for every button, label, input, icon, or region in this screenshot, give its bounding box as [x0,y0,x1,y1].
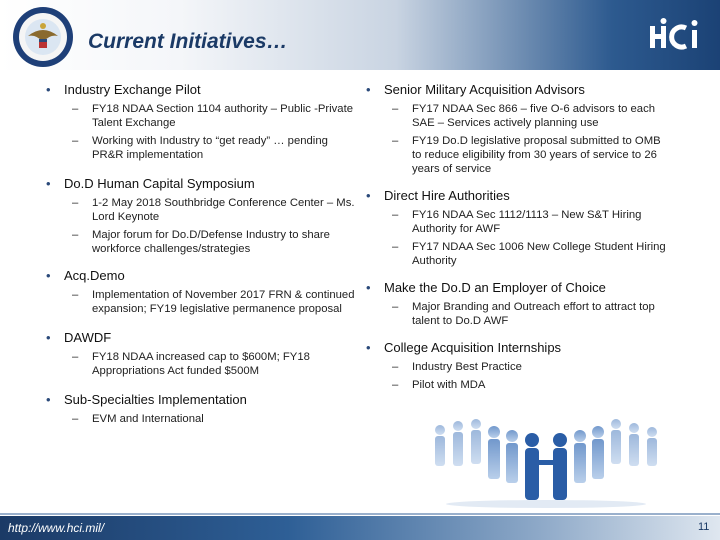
sub-bullet: – Pilot with MDA [392,379,486,391]
bullet-label: Sub-Specialties Implementation [64,392,247,407]
footer-url-link[interactable]: http://www.hci.mil/ [8,521,105,535]
dash-icon: – [392,361,399,373]
bullet-employer-of-choice [366,280,666,328]
sub-bullet: – Major forum for Do.D/Defense Industry to share workforce challenges/strategies [72,229,330,255]
dash-icon: – [72,351,79,363]
dash-icon: – [392,379,399,391]
bullet-label: College Acquisition Internships [384,340,562,355]
dash-icon: – [392,241,399,253]
dod-seal-icon [12,6,74,68]
bullet-label: Acq.Demo [64,268,125,283]
bullet-dot-icon: • [366,340,371,355]
dash-icon: – [72,197,79,209]
bullet-dot-icon: • [46,176,51,191]
bullet-senior-military-advisors [366,82,666,176]
dash-icon: – [72,413,79,425]
sub-bullet: – Implementation of November 2017 FRN & continued expansion; FY19 legislative permanence proposal [72,289,355,315]
bullet-label: Direct Hire Authorities [384,188,510,203]
dash-icon: – [392,301,399,313]
bullet-dot-icon: • [366,82,371,97]
bullet-dot-icon: • [366,188,371,203]
bullet-college-internships [366,340,666,392]
sub-bullet: – 1-2 May 2018 Southbridge Conference Center – Ms. Lord Keynote [72,197,355,223]
bullet-label: Do.D Human Capital Symposium [64,176,255,191]
sub-bullet: – FY18 NDAA Section 1104 authority – Public -Private Talent Exchange [72,103,354,129]
sub-bullet: – FY16 NDAA Sec 1112/1113 – New S&T Hiring Authority for AWF [392,209,642,235]
bullet-dot-icon: • [46,392,51,407]
sub-bullet: – FY18 NDAA increased cap to $600M; FY18 Appropriations Act funded $500M [72,351,310,377]
sub-bullet: – FY17 NDAA Sec 866 – five O-6 advisors to each SAE – Services actively planning use [392,103,656,129]
bullet-industry-exchange [46,82,356,162]
hci-logo-icon [648,16,702,50]
sub-bullet: – Industry Best Practice [392,361,522,373]
sub-bullet: – Working with Industry to “get ready” … pending PR&R implementation [72,135,328,161]
dash-icon: – [72,135,79,147]
page-number: 11 [698,521,710,533]
left-column [46,80,356,430]
bullet-dot-icon: • [46,268,51,283]
bullet-dawdf [46,330,356,378]
bullet-label: Industry Exchange Pilot [64,82,201,97]
bullet-label: Senior Military Acquisition Advisors [384,82,585,97]
bullet-label: DAWDF [64,330,112,345]
right-column [366,80,666,396]
bullet-dot-icon: • [366,280,371,295]
footer-bar [0,516,720,540]
dash-icon: – [72,229,79,241]
bullet-dot-icon: • [46,82,51,97]
bullet-acqdemo [46,268,356,316]
bullet-label: Make the Do.D an Employer of Choice [384,280,606,295]
dash-icon: – [392,209,399,221]
people-handshake-illustration-icon [428,410,664,510]
sub-bullet: – Major Branding and Outreach effort to attract top talent to Do.D AWF [392,301,655,327]
bullet-sub-specialties [46,392,356,426]
footer-divider [0,513,720,515]
bullet-direct-hire [366,188,666,268]
page-title: Current Initiatives… [88,30,288,53]
sub-bullet: – FY19 Do.D legislative proposal submitted to OMB to reduce eligibility from 30 years of service to 26 years of service [392,135,661,175]
bullet-human-capital-symposium [46,176,356,256]
sub-bullet: – FY17 NDAA Sec 1006 New College Student Hiring Authority [392,241,666,267]
sub-bullet: – EVM and International [72,413,204,425]
dash-icon: – [392,103,399,115]
dash-icon: – [72,289,79,301]
dash-icon: – [392,135,399,147]
bullet-dot-icon: • [46,330,51,345]
dash-icon: – [72,103,79,115]
